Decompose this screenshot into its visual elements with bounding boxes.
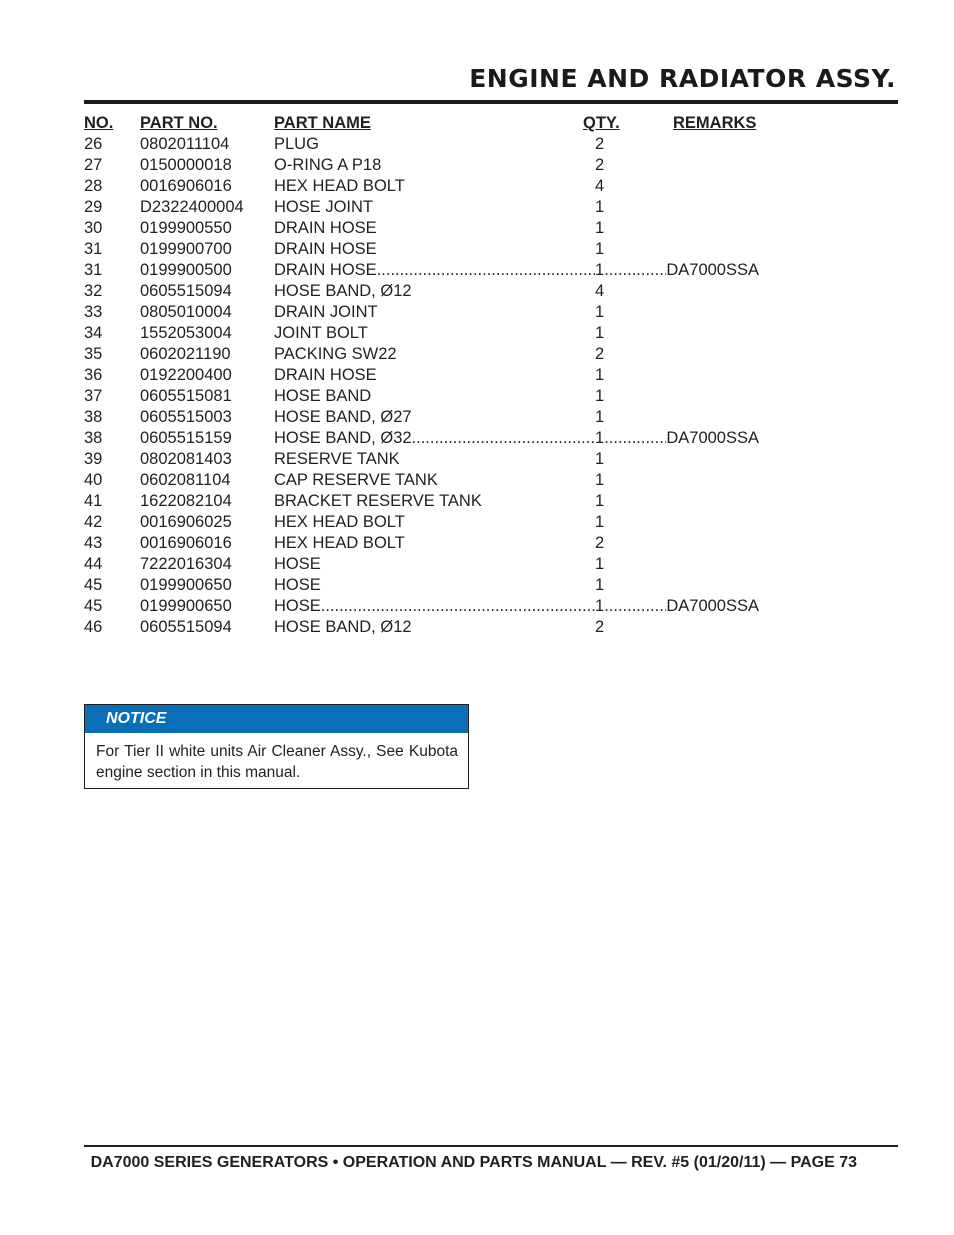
table-row — [84, 281, 898, 302]
cell-no: 44 — [84, 555, 103, 573]
cell-part-no: 0192200400 — [140, 366, 232, 384]
cell-part-name: JOINT BOLT — [274, 324, 368, 342]
table-row — [84, 365, 898, 386]
cell-no: 29 — [84, 198, 103, 216]
table-row — [84, 134, 898, 155]
dot-leader — [377, 260, 595, 281]
title-rule — [84, 100, 898, 104]
cell-qty: 1 — [595, 324, 605, 342]
cell-part-no: 0802011104 — [140, 135, 230, 153]
cell-qty: 1 — [595, 429, 605, 447]
cell-part-name: HOSE BAND — [274, 387, 372, 405]
cell-part-no: 0605515159 — [140, 429, 232, 447]
cell-part-name: HOSE JOINT — [274, 198, 374, 216]
cell-qty: 2 — [595, 618, 605, 636]
cell-no: 45 — [84, 597, 103, 615]
table-row — [84, 323, 898, 344]
cell-part-name: HOSE — [274, 576, 321, 594]
cell-qty: 1 — [595, 261, 605, 279]
table-row — [84, 260, 898, 281]
table-row — [84, 155, 898, 176]
cell-part-no: 0199900550 — [140, 219, 232, 237]
cell-remarks: DA7000SSA — [666, 429, 759, 447]
header-part-no: PART NO. — [140, 114, 218, 132]
cell-no: 33 — [84, 303, 103, 321]
cell-qty: 1 — [595, 597, 605, 615]
cell-part-no: 0150000018 — [140, 156, 232, 174]
table-row — [84, 428, 898, 449]
cell-qty: 1 — [595, 492, 605, 510]
table-row — [84, 449, 898, 470]
cell-part-no: 0602081104 — [140, 471, 231, 489]
cell-part-name: DRAIN HOSE — [274, 366, 377, 384]
cell-part-name: CAP RESERVE TANK — [274, 471, 438, 489]
cell-no: 34 — [84, 324, 103, 342]
cell-part-no: 0605515003 — [140, 408, 232, 426]
cell-qty: 4 — [595, 282, 605, 300]
cell-part-name: BRACKET RESERVE TANK — [274, 492, 482, 510]
cell-no: 27 — [84, 156, 103, 174]
cell-part-no: 0605515081 — [140, 387, 232, 405]
table-row — [84, 533, 898, 554]
header-remarks: REMARKS — [673, 114, 757, 132]
cell-no: 26 — [84, 135, 103, 153]
cell-remarks: DA7000SSA — [666, 261, 759, 279]
table-row — [84, 302, 898, 323]
cell-no: 45 — [84, 576, 103, 594]
cell-part-no: 0016906016 — [140, 534, 232, 552]
cell-qty: 4 — [595, 177, 605, 195]
table-row — [84, 596, 898, 617]
cell-no: 28 — [84, 177, 103, 195]
table-row — [84, 344, 898, 365]
cell-no: 39 — [84, 450, 103, 468]
cell-part-no: 7222016304 — [140, 555, 232, 573]
dot-leader-line — [274, 596, 759, 617]
cell-part-name: HEX HEAD BOLT — [274, 513, 405, 531]
table-row — [84, 197, 898, 218]
dot-leader — [321, 596, 595, 617]
header-no: NO. — [84, 114, 114, 132]
cell-qty: 1 — [595, 240, 605, 258]
cell-qty: 1 — [595, 450, 605, 468]
cell-qty: 1 — [595, 303, 605, 321]
cell-part-no: 0199900500 — [140, 261, 232, 279]
dot-leader — [604, 260, 666, 281]
cell-qty: 2 — [595, 345, 605, 363]
cell-part-name: HEX HEAD BOLT — [274, 177, 405, 195]
cell-no: 41 — [84, 492, 103, 510]
header-qty: QTY. — [583, 114, 620, 132]
cell-part-name: HOSE BAND, Ø12 — [274, 618, 412, 636]
cell-no: 38 — [84, 429, 103, 447]
cell-qty: 1 — [595, 513, 605, 531]
footer-rule — [84, 1145, 898, 1147]
page-title: ENGINE AND RADIATOR ASSY. — [469, 64, 896, 93]
notice-heading: NOTICE — [85, 705, 468, 733]
table-row — [84, 386, 898, 407]
cell-qty: 1 — [595, 366, 605, 384]
cell-part-no: 0199900650 — [140, 576, 232, 594]
table-row — [84, 176, 898, 197]
cell-part-name: DRAIN HOSE — [274, 219, 377, 237]
cell-part-name: DRAIN JOINT — [274, 303, 378, 321]
cell-qty: 1 — [595, 387, 605, 405]
cell-part-no: 0805010004 — [140, 303, 232, 321]
cell-part-name: O-RING A P18 — [274, 156, 382, 174]
cell-qty: 1 — [595, 408, 605, 426]
table-row — [84, 407, 898, 428]
dot-leader — [604, 428, 666, 449]
cell-no: 30 — [84, 219, 103, 237]
table-row — [84, 470, 898, 491]
cell-no: 42 — [84, 513, 103, 531]
dot-leader-line — [274, 428, 759, 449]
cell-part-no: 0605515094 — [140, 618, 232, 636]
cell-part-name: RESERVE TANK — [274, 450, 400, 468]
dot-leader — [412, 428, 595, 449]
dot-leader-line — [274, 260, 759, 281]
cell-no: 46 — [84, 618, 103, 636]
cell-part-name: DRAIN HOSE — [274, 261, 377, 279]
table-row — [84, 491, 898, 512]
parts-list — [84, 113, 898, 638]
table-row — [84, 575, 898, 596]
cell-no: 32 — [84, 282, 103, 300]
cell-qty: 2 — [595, 534, 605, 552]
table-row — [84, 218, 898, 239]
cell-no: 37 — [84, 387, 103, 405]
cell-qty: 1 — [595, 471, 605, 489]
cell-qty: 2 — [595, 156, 605, 174]
cell-qty: 1 — [595, 219, 605, 237]
cell-part-no: 0016906016 — [140, 177, 232, 195]
cell-no: 31 — [84, 240, 103, 258]
cell-part-no: 0016906025 — [140, 513, 232, 531]
cell-part-no: 1552053004 — [140, 324, 232, 342]
cell-part-name: HOSE BAND, Ø12 — [274, 282, 412, 300]
cell-no: 43 — [84, 534, 103, 552]
cell-no: 40 — [84, 471, 103, 489]
cell-qty: 2 — [595, 135, 605, 153]
cell-part-name: PLUG — [274, 135, 319, 153]
cell-part-no: 1622082104 — [140, 492, 232, 510]
cell-part-no: 0605515094 — [140, 282, 232, 300]
cell-part-no: 0199900700 — [140, 240, 232, 258]
table-row — [84, 512, 898, 533]
table-row — [84, 239, 898, 260]
notice-box — [84, 704, 469, 789]
cell-part-no: 0802081403 — [140, 450, 232, 468]
table-row — [84, 617, 898, 638]
parts-list-header — [84, 113, 898, 134]
cell-part-name: HEX HEAD BOLT — [274, 534, 405, 552]
parts-list-rows — [84, 134, 898, 638]
cell-no: 31 — [84, 261, 103, 279]
cell-part-no: D2322400004 — [140, 198, 244, 216]
cell-part-name: HOSE BAND, Ø32 — [274, 429, 412, 447]
cell-no: 36 — [84, 366, 103, 384]
cell-remarks: DA7000SSA — [666, 597, 759, 615]
cell-qty: 1 — [595, 198, 605, 216]
cell-part-name: HOSE — [274, 555, 321, 573]
page-footer: DA7000 SERIES GENERATORS • OPERATION AND PARTS MANUAL — REV. #5 (01/20/11) — PAGE 73 — [90, 1154, 857, 1171]
cell-part-no: 0199900650 — [140, 597, 232, 615]
cell-part-name: HOSE BAND, Ø27 — [274, 408, 412, 426]
cell-part-name: DRAIN HOSE — [274, 240, 377, 258]
header-part-name: PART NAME — [274, 114, 371, 132]
cell-part-no: 0602021190 — [140, 345, 231, 363]
notice-text: For Tier II white units Air Cleaner Assy., See Kubota engine section in this manual. — [96, 743, 458, 781]
cell-qty: 1 — [595, 555, 605, 573]
dot-leader — [604, 596, 666, 617]
cell-no: 35 — [84, 345, 103, 363]
cell-part-name: HOSE — [274, 597, 321, 615]
cell-qty: 1 — [595, 576, 605, 594]
cell-no: 38 — [84, 408, 103, 426]
cell-part-name: PACKING SW22 — [274, 345, 397, 363]
table-row — [84, 554, 898, 575]
